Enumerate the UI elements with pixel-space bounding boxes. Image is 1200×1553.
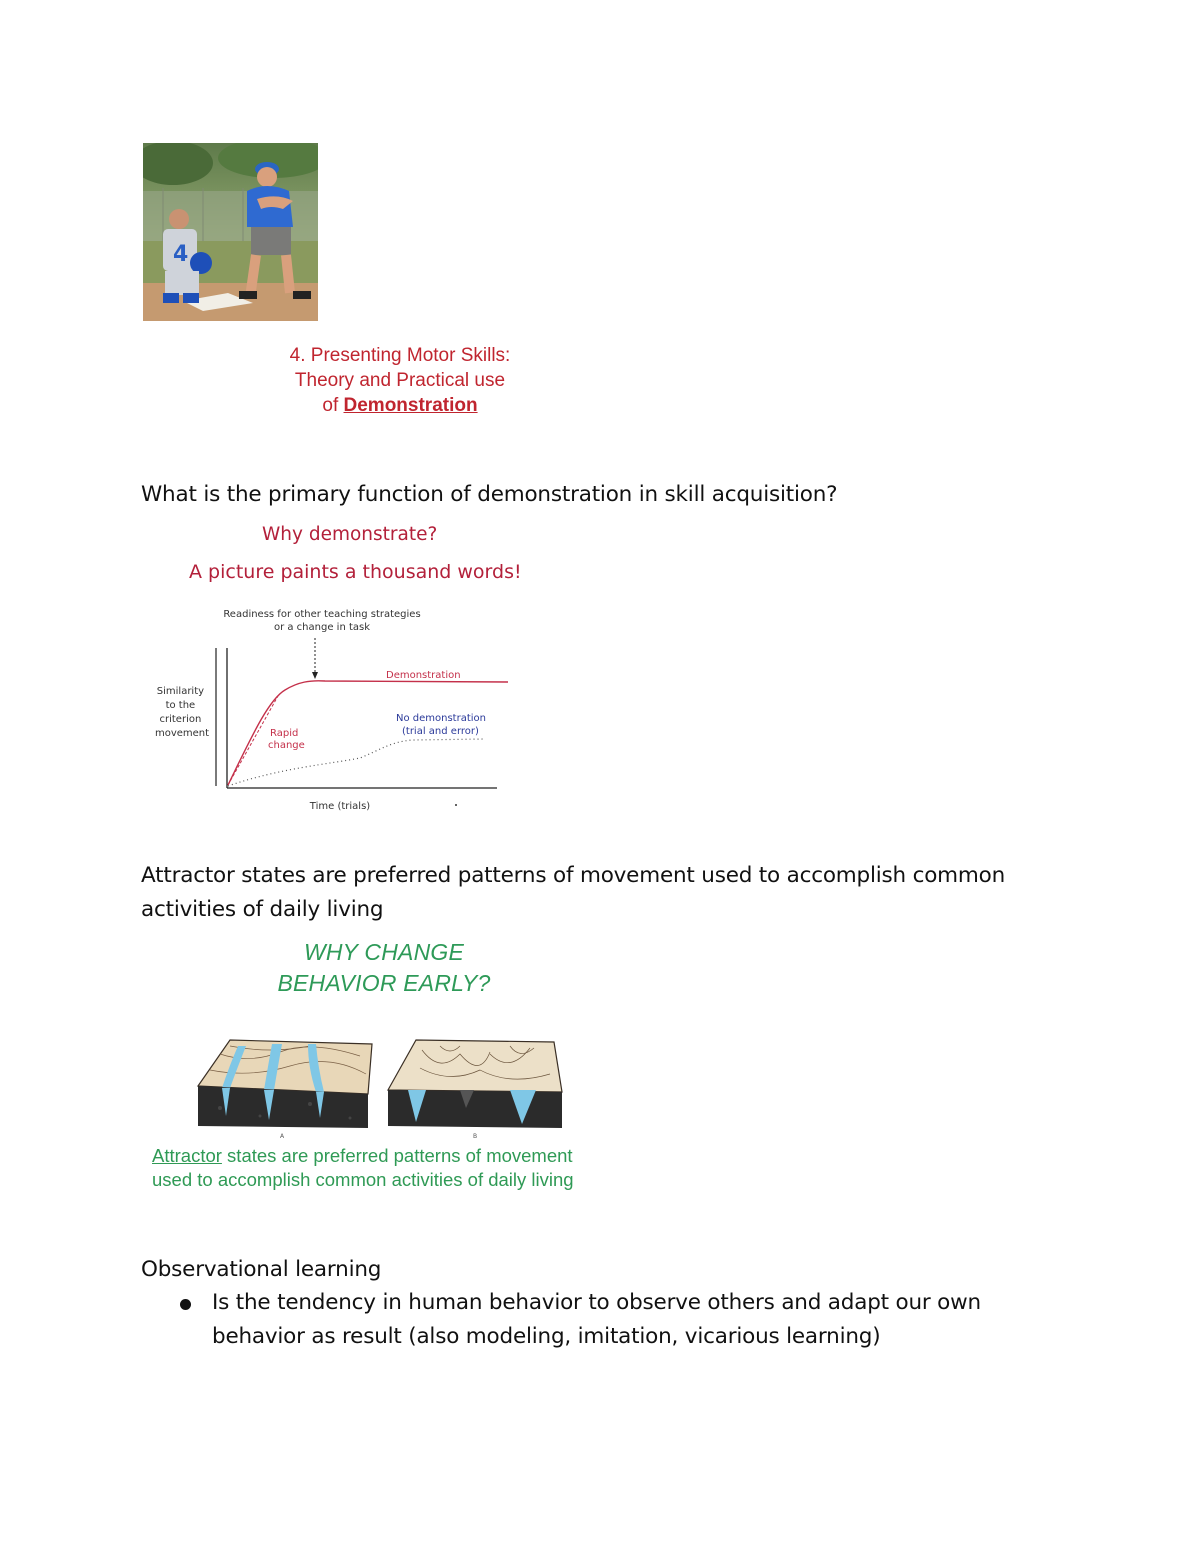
slide-title-line2: Theory and Practical use: [294, 370, 506, 391]
landscape-panel-b: [388, 1040, 562, 1128]
ylabel-line-3: criterion: [159, 714, 202, 725]
y-axis-label: [155, 686, 209, 739]
x-axis-end-mark: [455, 804, 457, 806]
attractor-paragraph: [141, 859, 1005, 927]
x-axis-label: Time (trials): [309, 801, 371, 812]
annotation-line1: Readiness for other teaching strategies: [223, 609, 421, 620]
ylabel-line-4: movement: [154, 728, 210, 739]
no-demo-label-line1: No demonstration: [396, 713, 486, 724]
observational-bullet-line1: Is the tendency in human behavior to observe others and adapt our own: [212, 1290, 981, 1315]
slide-title-line1: 4. Presenting Motor Skills:: [289, 345, 511, 366]
observational-heading: Observational learning: [141, 1257, 382, 1282]
attractor-landscape-illustration: [190, 1034, 610, 1142]
green-slide-title: [234, 937, 534, 999]
demo-slide-title: Why demonstrate?: [262, 524, 438, 545]
green-caption: [152, 1144, 574, 1192]
no-demonstration-curve: [228, 739, 485, 786]
rapid-label-line2: change: [268, 740, 305, 751]
coach-demonstration-photo: [143, 143, 318, 321]
demonstration-label: Demonstration: [386, 670, 461, 681]
green-title-line1: WHY CHANGE: [303, 939, 465, 965]
panel-a-label: A: [279, 1133, 285, 1140]
observational-bullet-line2: behavior as result (also modeling, imitation, vicarious learning): [212, 1324, 881, 1349]
slide-title-prefix: of: [322, 395, 344, 416]
green-title-line2: BEHAVIOR EARLY?: [277, 970, 491, 996]
ylabel-line-1: Similarity: [156, 686, 205, 697]
annotation-line2: or a change in task: [273, 622, 371, 633]
attractor-line2: activities of daily living: [141, 897, 384, 922]
green-caption-line2: used to accomplish common activities of daily living: [152, 1169, 574, 1190]
green-caption-rest: states are preferred patterns of movement: [221, 1145, 573, 1166]
question-text: What is the primary function of demonstration in skill acquisition?: [141, 482, 838, 507]
attractor-line1: Attractor states are preferred patterns of movement used to accomplish common: [141, 863, 1006, 888]
landscape-panel-a: [198, 1040, 372, 1128]
svg-text:4: 4: [173, 242, 189, 267]
panel-b-label: B: [472, 1133, 478, 1140]
demonstration-diagram: [140, 600, 520, 820]
green-caption-line1: [152, 1144, 574, 1168]
rapid-label-line1: Rapid: [270, 728, 299, 739]
slide-title: [230, 343, 570, 418]
attractor-term: Attractor: [152, 1145, 222, 1166]
slide-title-line3: [230, 393, 570, 418]
demo-slide-subtitle: A picture paints a thousand words!: [189, 561, 522, 583]
no-demo-label-line2: (trial and error): [402, 726, 479, 737]
observational-bullet: [212, 1286, 981, 1354]
slide-title-emphasis: Demonstration: [343, 395, 478, 416]
annotation-arrowhead: [312, 672, 318, 679]
ylabel-line-2: to the: [165, 700, 196, 711]
bullet-icon: [180, 1299, 191, 1310]
